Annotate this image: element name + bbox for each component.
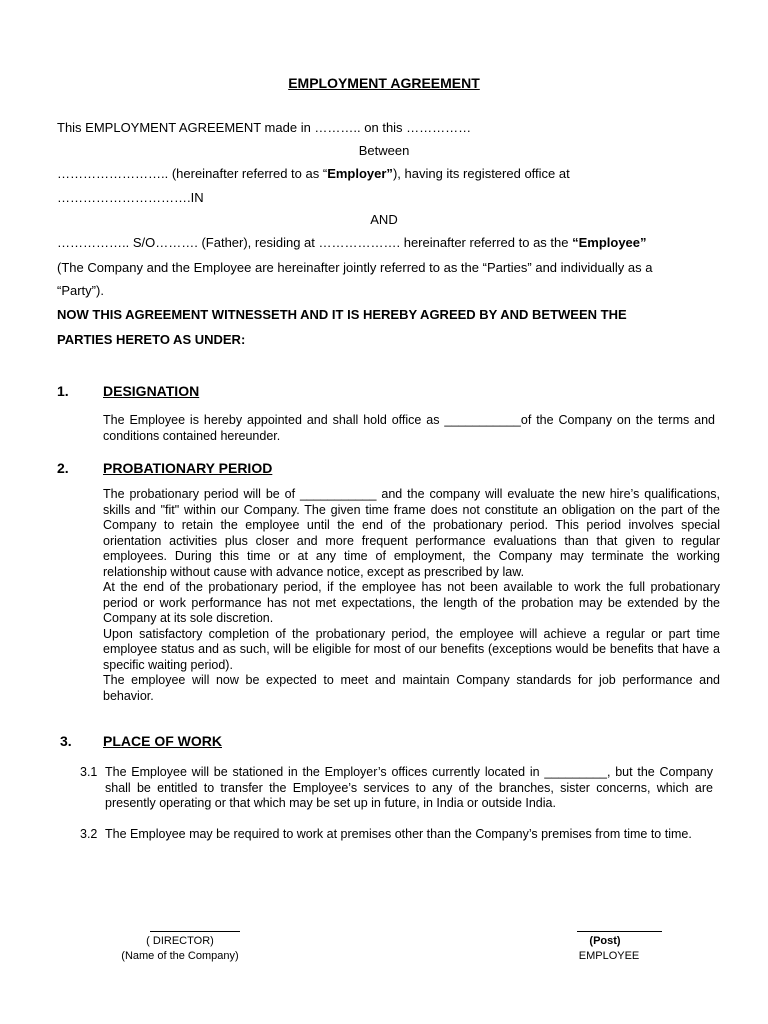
parties-line-continued: “Party”). (57, 283, 104, 298)
section-2-paragraph: Upon satisfactory completion of the probationary period, the employee will achieve a regular or part time employee status and as such, will be eligible for most of our benefits (exceptions would be benefits that have a specific waiting period). (103, 626, 720, 672)
section-2-paragraph: The probationary period will be of ___________ and the company will evaluate the new hire’s qualifications, skills and "fit" within our Company. The given time frame does not constitute an obligation on the part of the Company to retain the employee until the end of the probationary period. This period involves special orientation activities plus closer and more frequent performance evaluations than that given to regular employees. During this time or at any time of employment, the Company may terminate the working relationship without cause with advance notice, except as prescribed by law. (103, 487, 720, 579)
clause-3-2-number: 3.2 (80, 827, 98, 841)
and-label: AND (370, 212, 398, 227)
employer-line (57, 166, 570, 181)
employee-label: “Employee” (572, 235, 647, 250)
office-line: ………………………….IN (57, 190, 204, 205)
employee-line-start: …………….. S/O………. (Father), residing at ………………. hereinafter referred to as the (57, 235, 573, 250)
employer-line-start: …………………….. (hereinafter referred to as “ (57, 166, 328, 181)
post-label: (Post) (589, 935, 621, 947)
section-2-paragraph: At the end of the probationary period, if the employee has not been available to work the full probationary period or work performance has not met expectations, the length of the probation may be extended by the Company at its sole discretion. (103, 580, 720, 625)
section-2-body (103, 487, 720, 704)
section-2-paragraph: The employee will now be expected to meet and maintain Company standards for job performance and behavior. (103, 673, 720, 703)
section-3-heading: PLACE OF WORK (103, 733, 222, 749)
witness-line-continued: PARTIES HERETO AS UNDER: (57, 332, 246, 347)
section-1-heading: DESIGNATION (103, 383, 200, 399)
section-2-number: 2. (57, 460, 69, 476)
employee-signature-label: EMPLOYEE (578, 950, 640, 962)
director-signature-line (150, 931, 240, 932)
section-1-text: The Employee is hereby appointed and shall hold office as ___________of the Company on the terms and conditions contained hereunder. (103, 413, 715, 443)
employer-line-end: ), having its registered office at (392, 166, 570, 181)
employee-line (57, 235, 647, 250)
section-1-number: 1. (57, 383, 69, 399)
section-3-number: 3. (60, 733, 72, 749)
clause-3-1-number: 3.1 (80, 765, 98, 779)
section-2-heading: PROBATIONARY PERIOD (103, 460, 273, 476)
clause-3-1-text: The Employee will be stationed in the Employer’s offices currently located in _________, but the Company shall be entitled to transfer the Employee’s services to any of the branches, sister concerns, which are presently operating or that which may be set up in future, in India or outside India. (105, 765, 713, 810)
company-name-label: (Name of the Company) (121, 950, 239, 962)
witness-line: NOW THIS AGREEMENT WITNESSETH AND IT IS HEREBY AGREED BY AND BETWEEN THE (57, 307, 627, 322)
clause-3-2-text: The Employee may be required to work at premises other than the Company’s premises from time to time. (105, 827, 692, 841)
director-label: ( DIRECTOR) (146, 935, 214, 947)
employer-label: Employer” (327, 166, 393, 181)
employee-signature-line (577, 931, 662, 932)
parties-line: (The Company and the Employee are hereinafter jointly referred to as the “Parties” and individually as a (57, 260, 653, 275)
document-title: EMPLOYMENT AGREEMENT (288, 75, 480, 91)
between-label: Between (358, 143, 410, 158)
intro-line: This EMPLOYMENT AGREEMENT made in ……….. on this …………… (57, 120, 472, 135)
